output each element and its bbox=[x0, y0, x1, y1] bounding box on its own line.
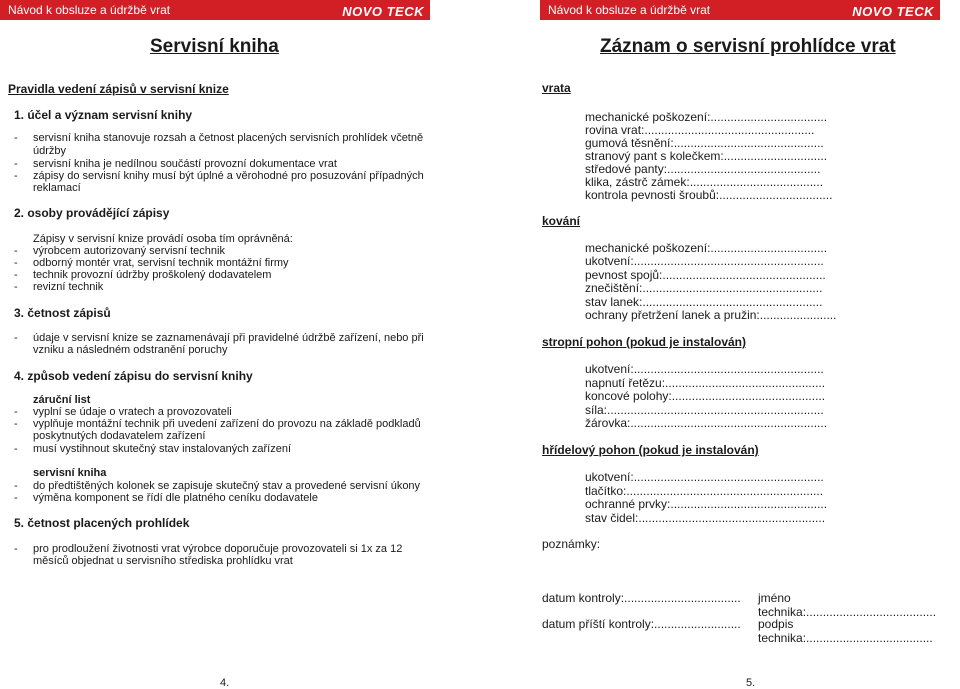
bullet-dash: - bbox=[14, 170, 18, 182]
left-header-bar bbox=[0, 0, 430, 20]
bullet-dash: - bbox=[14, 443, 18, 455]
right-header-title: Návod k obsluze a údržbě vrat bbox=[548, 3, 711, 17]
next-inspection-date-field: datum příští kontroly:.......................... bbox=[542, 617, 741, 631]
list-item: pro prodloužení životnosti vrat výrobce doporučuje provozovateli si 1x za 12 bbox=[33, 543, 403, 555]
list-item: údržby bbox=[33, 145, 67, 157]
list-item: výrobcem autorizovaný servisní technik bbox=[33, 245, 225, 257]
bullet-dash: - bbox=[14, 281, 18, 293]
hridelovy-pohon-label: hřídelový pohon (pokud je instalován) bbox=[542, 443, 759, 457]
left-header-title: Návod k obsluze a údržbě vrat bbox=[8, 3, 171, 17]
list-item: revizní technik bbox=[33, 281, 104, 293]
form-line: mechanické poškození:................................... bbox=[585, 241, 828, 255]
vrata-label: vrata bbox=[542, 81, 571, 95]
technician-name-field: jméno technika:....................................... bbox=[758, 591, 937, 619]
warranty-title: záruční list bbox=[33, 394, 91, 406]
list-item: údaje v servisní knize se zaznamenávají při pravidelné údržbě zařízení, nebo při bbox=[33, 332, 424, 344]
list-item: měsíců objednat u servisního střediska prohlídku vrat bbox=[33, 555, 293, 567]
form-line: rovina vrat:................................................... bbox=[585, 123, 815, 137]
page-number: 5. bbox=[746, 677, 756, 689]
form-line: ukotvení:......................................................... bbox=[585, 362, 824, 376]
right-page bbox=[480, 0, 960, 688]
list-item: do předtištěných kolonek se zapisuje skutečný stav a provedené servisní úkony bbox=[33, 480, 421, 492]
bullet-dash: - bbox=[14, 406, 18, 418]
inspection-date-field: datum kontroly:................................... bbox=[542, 591, 741, 605]
section-2-title: 2. osoby provádějící zápisy bbox=[14, 206, 170, 220]
list-item: reklamací bbox=[33, 182, 81, 194]
page-title: Záznam o servisní prohlídce vrat bbox=[600, 36, 896, 57]
service-book-title: servisní kniha bbox=[33, 467, 107, 479]
list-item: poskytnutých dodavatelem zařízení bbox=[33, 430, 206, 442]
list-item: servisní kniha stanovuje rozsah a četnost placených servisních prohlídek včetně bbox=[33, 132, 424, 144]
page-title: Servisní kniha bbox=[150, 36, 279, 57]
section-4-title: 4. způsob vedení zápisu do servisní knihy bbox=[14, 369, 253, 383]
form-line: středové panty:.............................................. bbox=[585, 162, 821, 176]
section-5-title: 5. četnost placených prohlídek bbox=[14, 516, 190, 530]
form-line: stav lanek:...................................................... bbox=[585, 295, 823, 309]
section-2-intro: Zápisy v servisní knize provádí osoba tím oprávněná: bbox=[33, 233, 293, 245]
rules-subheading: Pravidla vedení zápisů v servisní knize bbox=[8, 82, 229, 96]
form-line: síla:................................................................. bbox=[585, 403, 824, 417]
section-1-title: 1. účel a význam servisní knihy bbox=[14, 108, 193, 122]
form-line: mechanické poškození:................................... bbox=[585, 110, 828, 124]
left-page bbox=[0, 0, 480, 688]
list-item: musí vystihnout skutečný stav instalovaných zařízení bbox=[33, 443, 292, 455]
bullet-dash: - bbox=[14, 418, 18, 430]
form-line: kontrola pevnosti šroubů:.................................. bbox=[585, 188, 833, 202]
form-line: znečištění:...................................................... bbox=[585, 281, 823, 295]
bullet-dash: - bbox=[14, 257, 18, 269]
stropni-pohon-label: stropní pohon (pokud je instalován) bbox=[542, 335, 746, 349]
bullet-dash: - bbox=[14, 492, 18, 504]
bullet-dash: - bbox=[14, 269, 18, 281]
form-line: stranový pant s kolečkem:............................... bbox=[585, 149, 828, 163]
bullet-dash: - bbox=[14, 543, 18, 555]
form-line: gumová těsnění:............................................. bbox=[585, 136, 824, 150]
notes-label: poznámky: bbox=[542, 537, 601, 551]
form-line: žárovka:........................................................... bbox=[585, 416, 828, 430]
form-line: stav čidel:........................................................ bbox=[585, 511, 826, 525]
form-line: tlačítko:........................................................... bbox=[585, 484, 824, 498]
form-line: klika, zástrč zámek:........................................ bbox=[585, 175, 824, 189]
kovani-label: kování bbox=[542, 214, 581, 228]
section-3-title: 3. četnost zápisů bbox=[14, 306, 111, 320]
form-line: ukotvení:......................................................... bbox=[585, 470, 824, 484]
form-line: napnutí řetězu:................................................ bbox=[585, 376, 826, 390]
bullet-dash: - bbox=[14, 132, 18, 144]
list-item: servisní kniha je nedílnou součástí provozní dokumentace vrat bbox=[33, 158, 337, 170]
form-line: koncové polohy:.............................................. bbox=[585, 389, 826, 403]
list-item: vyplňuje montážní technik při uvedení zařízení do provozu na základě podkladů bbox=[33, 418, 421, 430]
form-line: ochranné prvky:............................................... bbox=[585, 497, 828, 511]
form-line: ochrany přetržení lanek a pružin:....................... bbox=[585, 308, 837, 322]
form-line: pevnost spojů:................................................. bbox=[585, 268, 826, 282]
page-number: 4. bbox=[220, 677, 230, 689]
form-line: ukotvení:......................................................... bbox=[585, 254, 824, 268]
list-item: vzniku a následném odstranění poruchy bbox=[33, 344, 228, 356]
list-item: výměna komponent se řídí dle platného ceníku dodavatele bbox=[33, 492, 318, 504]
novoteck-logo: NOVO TECK bbox=[852, 4, 934, 19]
bullet-dash: - bbox=[14, 480, 18, 492]
list-item: vyplní se údaje o vratech a provozovateli bbox=[33, 406, 232, 418]
list-item: technik provozní údržby proškolený dodavatelem bbox=[33, 269, 272, 281]
right-header-bar bbox=[540, 0, 940, 20]
bullet-dash: - bbox=[14, 245, 18, 257]
technician-signature-field: podpis technika:...................................... bbox=[758, 617, 933, 645]
bullet-dash: - bbox=[14, 332, 18, 344]
bullet-dash: - bbox=[14, 158, 18, 170]
list-item: odborný montér vrat, servisní technik montážní firmy bbox=[33, 257, 289, 269]
list-item: zápisy do servisní knihy musí být úplné a věrohodné pro posuzování případných bbox=[33, 170, 424, 182]
novoteck-logo: NOVO TECK bbox=[342, 4, 424, 19]
